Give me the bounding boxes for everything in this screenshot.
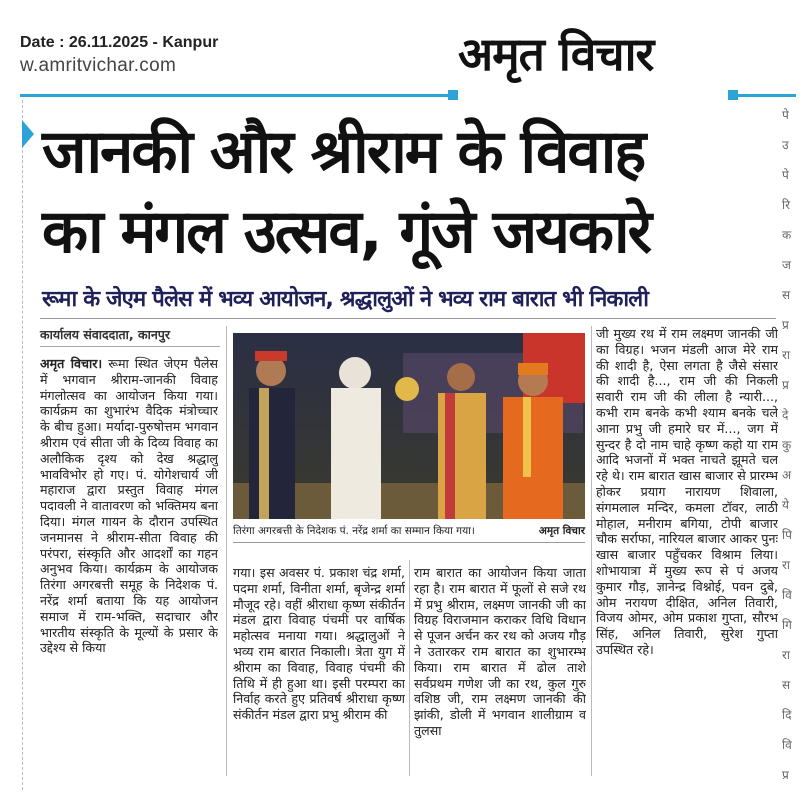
lead-label: अमृत विचार।: [40, 356, 103, 371]
headline-line-2: का मंगल उत्सव, गूंजे जयकारे: [42, 197, 651, 267]
byline: कार्यालय संवाददाता, कानपुर: [40, 327, 171, 342]
accent-rule-dot: [448, 90, 458, 100]
article-column-4: [596, 326, 778, 776]
column-divider: [409, 560, 410, 776]
article-column-3: [414, 565, 586, 775]
page-border: [22, 100, 24, 790]
date-line: Date : 26.11.2025 - Kanpur: [20, 34, 219, 51]
headline-line-1: जानकी और श्रीराम के विवाह: [42, 117, 645, 187]
divider: [40, 346, 220, 347]
caption-text: तिरंगा अगरबत्ती के निदेशक पं. नरेंद्र शर्मा का सम्मान किया गया।: [233, 525, 475, 537]
column-divider: [591, 326, 592, 776]
divider: [40, 318, 776, 319]
masthead-logo: अमृत विचार: [458, 27, 654, 81]
article-column-2: [233, 565, 405, 775]
section-arrow-icon: [22, 120, 34, 148]
column-text: जी मुख्य रथ में राम लक्ष्मण जानकी जी का विग्रह। भजन मंडली आज मेरे राम की शादी है, ऐसा लगता है जैसे संसार की शादी है..., राम जी की निकली सवारी राम जी की लीला है न्यारी..., कभी राम बनके कभी श्याम बनके चले आना प्रभु जी हमारे घर में..., जग में सुन्दर है दो नाम चाहे कृष्ण कहो या राम आदि भजनों में भक्त नाचते झूमते चल रहे थे। राम बारात खास बाजार से प्रारम्भ होकर प्रयाग नारायण शिवाला, संगमलाल मन्दिर, कमला टॉवर, लाठी मोहाल, मनीराम बगिया, टोपी बाजार चौक सर्राफा, नारियल बाजार आकर पुनः खास बाजार पहुँचकर विश्राम लिया। शोभायात्रा में मुख्य रूप से पं अजय कुमार गौड़, ज्ञानेन्द्र विश्नोई, पवन दुबे, ओम नरायण दीक्षित, अनिल तिवारी, विजय ओमर, ओम प्रकाश गुप्ता, सौरभ सिंह, अनिल तिवारी, सुरेश गुप्ता उपस्थित रहे।: [596, 326, 778, 657]
event-photo: [233, 333, 585, 519]
site-url: w.amritvichar.com: [20, 55, 177, 76]
photo-caption: [233, 524, 585, 538]
article-column-1: [40, 356, 218, 776]
subheadline: रूमा के जेएम पैलेस में भव्य आयोजन, श्रद्धालुओं ने भव्य राम बारात भी निकाली: [42, 287, 649, 312]
adjacent-article-edge: पे उ पे रि क ज स प्र रा प्र दे कु अ ये पि रा वि गि रा स दि वि प्र: [782, 108, 792, 782]
column-text: राम बारात का आयोजन किया जाता रहा है। राम बारात में फूलों से सजे रथ में प्रभु श्रीराम, लक्ष्मण जानकी जी का विग्रह विराजमान कराकर विधि विधान से पूजन अर्चन कर रथ को अजय गौड़ ने उतारकर राम बारात का शुभारम्भ किया। राम बारात में ढोल ताशे सर्वप्रथम गणेश जी का रथ, कुल गुरु वशिष्ठ जी, राम लक्ष्मण जानकी की झांकी, डोली में भगवान शालीग्राम व तुलसा: [414, 565, 586, 738]
accent-rule: [20, 94, 450, 97]
photo-credit: अमृत विचार: [538, 525, 585, 537]
photo-illustration: [233, 333, 585, 519]
column-text: रूमा स्थित जेएम पैलेस में भगवान श्रीराम-जानकी विवाह मंगलोत्सव का आयोजन किया गया। कार्यक्रम का शुभारंभ वैदिक मंत्रोच्चार के बीच हुआ। मर्यादा-पुरुषोत्तम भगवान श्रीराम एवं सीता जी के दिव्य विवाह का अलौकिक दृश्य को देख श्रद्धालु भावविभोर हो गए। पं. योगेशचार्य जी महाराज द्वारा प्रस्तुत विवाह मंगल पदावली ने वातावरण को भक्तिमय बना दिया। मंगल गायन के दौरान उपस्थित जनमानस ने श्रीराम-सीता विवाह की परंपरा, संस्कृति और आदर्शों का गहन अनुभव किया। कार्यक्रम के आयोजक तिरंगा अगरबत्ती समूह के निदेशक पं. नरेंद्र शर्मा बताया कि यह आयोजन समाज में राम-भक्ति, सदाचार और भारतीय संस्कृति के मूल्यों के प्रसार के उद्देश्य से किया: [40, 356, 218, 656]
accent-rule: [736, 94, 796, 97]
column-divider: [226, 326, 227, 776]
column-text: गया। इस अवसर पं. प्रकाश चंद्र शर्मा, पदमा शर्मा, विनीता शर्मा, बृजेन्द्र शर्मा मौजूद रहे। वहीं श्रीराधा कृष्ण संकीर्तन मंडल द्वारा विवाह पंचमी पर वार्षिक महोत्सव मनाया गया। श्रद्धालुओं ने भव्य राम बारात निकाली। त्रेता युग में श्रीराम का विवाह, विवाह पंचमी की तिथि में ही हुआ था। इसी परम्परा का निर्वाह करते हुए प्रतिवर्ष श्रीराधा कृष्ण संकीर्तन मंडल द्वारा प्रभु श्रीराम की: [233, 565, 405, 723]
divider: [233, 542, 585, 543]
